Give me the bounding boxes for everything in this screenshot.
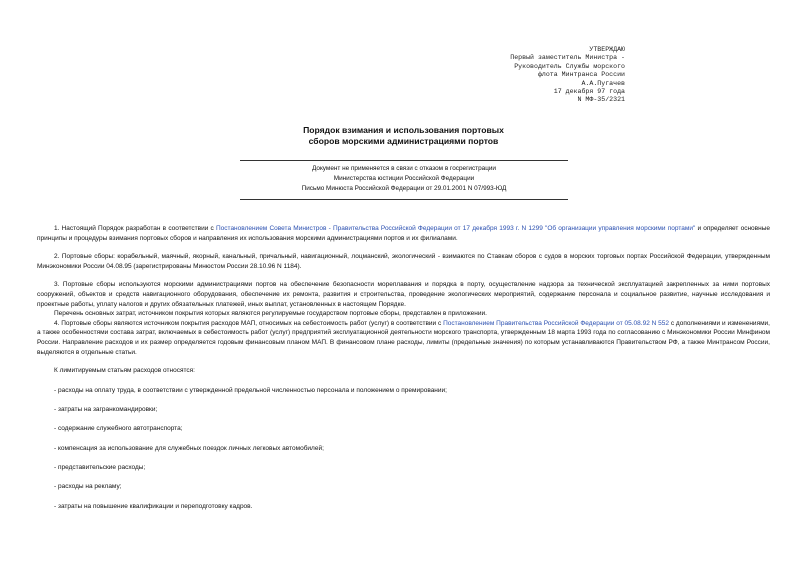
approval-line: А.А.Пугачев: [581, 79, 625, 87]
notice-line: Министерства юстиции Российской Федерации: [333, 175, 475, 182]
paragraph-3-appendix-note: Перечень основных затрат, источником покрытия которых являются регулируемые государством портовые сборы, представлен в приложении.: [54, 310, 487, 318]
approval-block: [425, 46, 625, 105]
paragraph-1-text-end: и определяет основные принципы и процедуры взимания портовых сборов и направления их использования морскими администрациями портов и их филиалами.: [37, 225, 770, 242]
approval-line: Руководитель Службы морского: [514, 62, 625, 70]
list-item: - содержание служебного автотранспорта;: [54, 425, 183, 433]
paragraph-4: [37, 319, 770, 357]
approval-line: флота Минтранса России: [537, 71, 625, 79]
paragraph-3: 3. Портовые сборы используются морскими администрациями портов на обеспечение безопасности мореплавания и порядка в порту, осуществление надзора за технической эксплуатацией закрепленных за ними портовых сооружений, объектов и средств навигационного оборудования, обеспечение их ремонта, развития и строительства, проведение экологических мероприятий, содержание персонала и социальное развитие, научные исследования и проектные работы, уплату налогов и других обязательных платежей, иных выплат, установленных в настоящем Порядке.: [37, 281, 770, 308]
list-item: - затраты на загранкомандировки;: [54, 405, 158, 413]
document-title: [0, 125, 807, 147]
document-body: [37, 224, 770, 511]
list-item: - расходы на рекламу;: [54, 483, 122, 491]
approval-line: УТВЕРЖДАЮ: [589, 46, 625, 53]
list-item: - затраты на повышение квалификации и переподготовку кадров.: [54, 502, 253, 510]
approval-line: N МФ-35/2321: [577, 96, 625, 104]
decree-1299-link[interactable]: Постановлением Совета Министров - Правительства Российской Федерации от 17 декабря 1993 г. N 1299 "Об организации управления морскими портами": [216, 225, 696, 232]
document-title-line: сборов морскими администрациями портов: [308, 136, 499, 146]
paragraph-4-text: 4. Портовые сборы являются источником покрытия расходов МАП, относимых на себестоимость работ (услуг) в соответствии с: [54, 319, 444, 327]
paragraph-1-text: 1. Настоящий Порядок разработан в соответствии с: [54, 225, 216, 232]
paragraph-1: [37, 224, 770, 243]
status-notice: [240, 160, 568, 200]
approval-line: Первый заместитель Министра -: [510, 54, 625, 62]
document-title-line: Порядок взимания и использования портовых: [303, 125, 504, 135]
list-item: - компенсация за использование для служебных поездок личных легковых автомобилей;: [54, 444, 324, 452]
paragraph-2: 2. Портовые сборы: корабельный, маячный, якорный, канальный, причальный, навигационный, лоцманский, экологический - взимаются по Ставкам сборов с судов в морских торговых портах Российской Федерации, утвержденным Минэкономики России 04.08.95 (зарегистрированы Минюстом России 28.10.96 N 1184).: [37, 253, 770, 270]
notice-line: Письмо Минюста Российской Федерации от 29.01.2001 N 07/993-ЮД: [301, 185, 507, 192]
notice-line: Документ не применяется в связи с отказом в госрегистрации: [311, 165, 497, 172]
paragraph-4-text-end: с дополнениями и изменениями, а также особенностями состава затрат, включаемых в себестоимость работ (услуг) предприятий эксплуатационной деятельности морского транспорта, утвержденным 18 марта 1993 года по согласованию с Минэкономики России Минфином России. Направление расходов и их размер определяется годовым финансовым планом МАП. В финансовом плане расходы, лимиты (предельные значения) по которым устанавливаются Правительством РФ, а также Минтрансом России, выделяются в отдельные статьи.: [37, 319, 770, 356]
list-item: - расходы на оплату труда, в соответствии с утвержденной предельной численностью персонала и положением о премировании;: [54, 386, 447, 394]
approval-line: 17 декабря 97 года: [553, 88, 625, 96]
list-item: - представительские расходы;: [54, 464, 146, 472]
decree-552-link[interactable]: Постановлением Правительства Российской Федерации от 05.08.92 N 552: [443, 319, 670, 327]
list-intro: К лимитируемым статьям расходов относятся:: [54, 367, 195, 375]
